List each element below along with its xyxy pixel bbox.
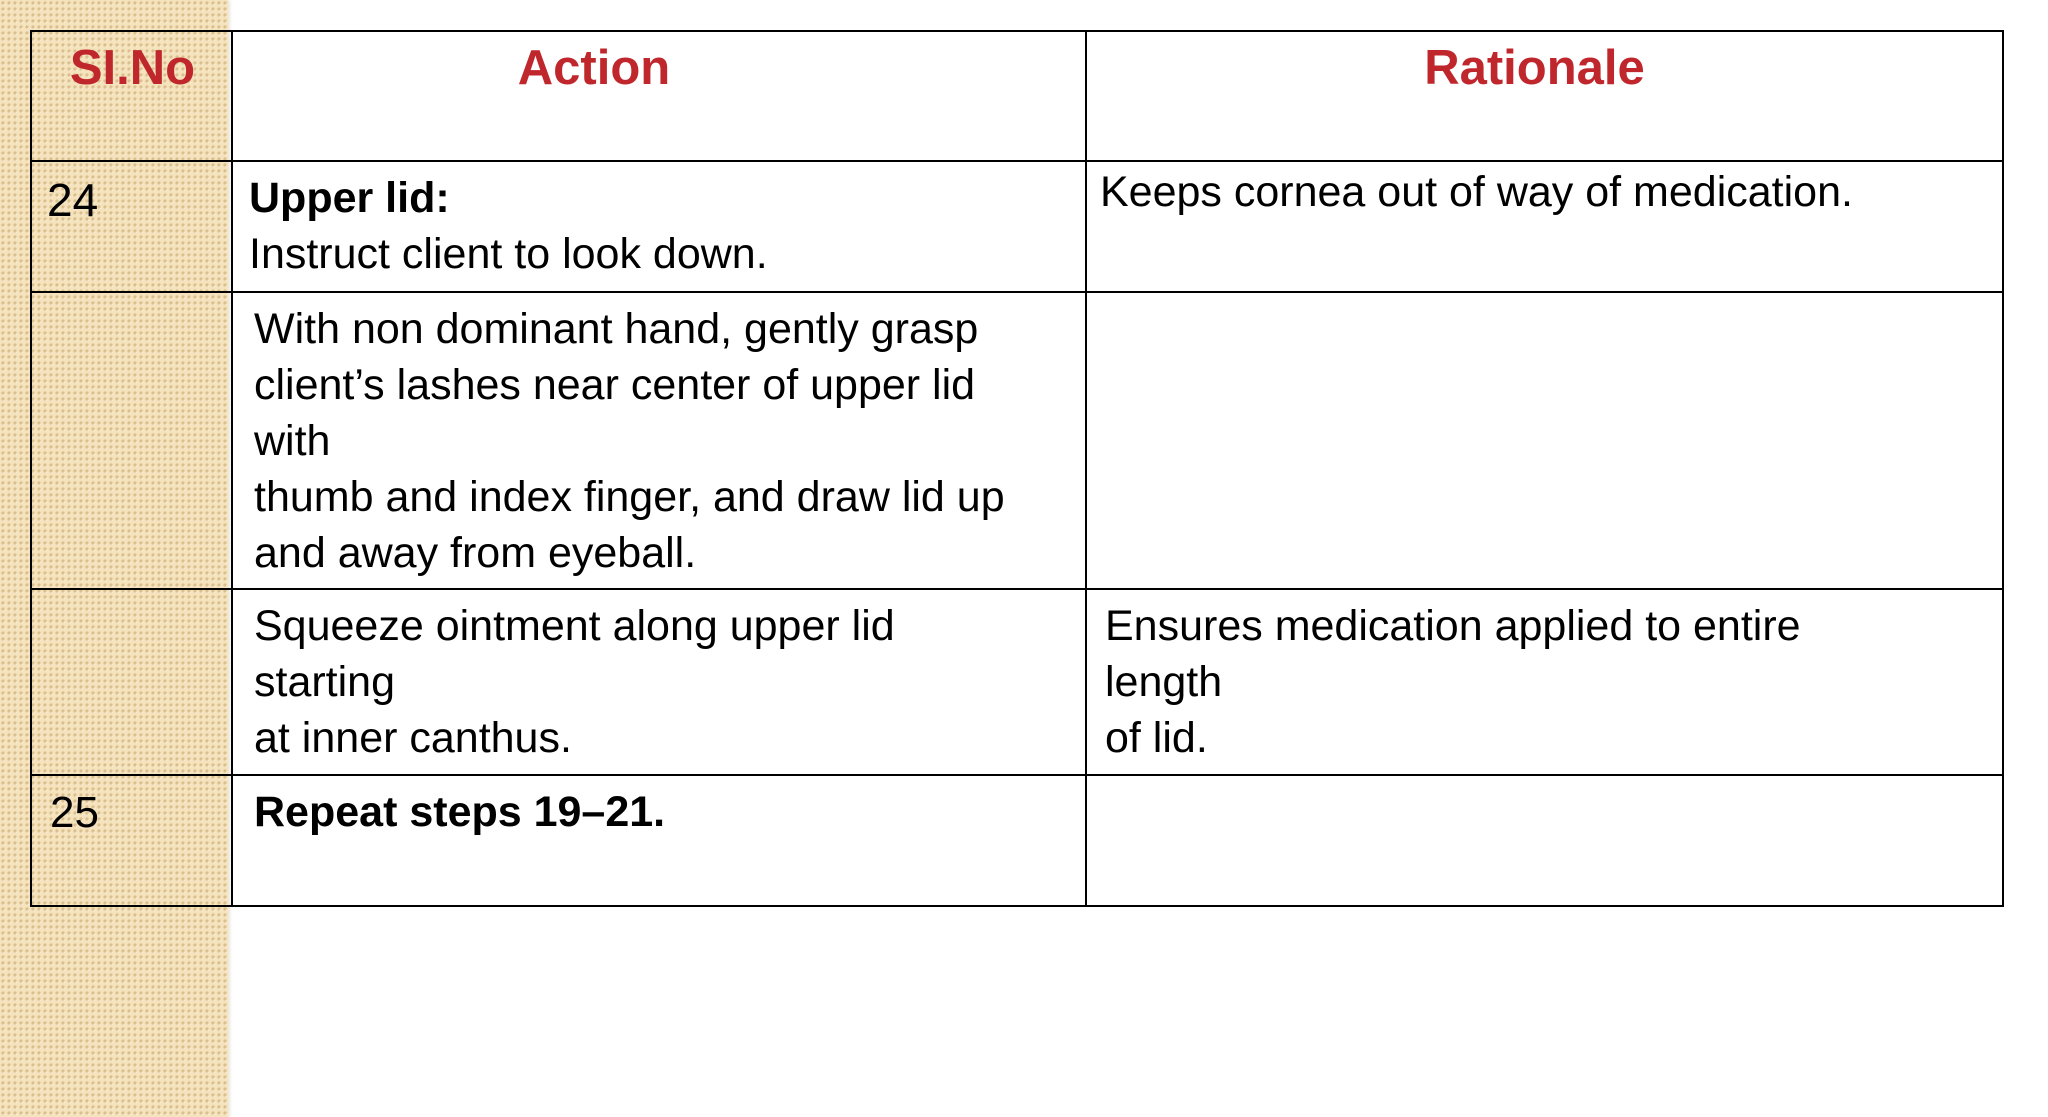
action-line: Squeeze ointment along upper lid xyxy=(254,602,895,650)
rationale-line: length xyxy=(1105,658,1223,706)
action-heading: Repeat steps 19–21. xyxy=(254,788,666,836)
header-action-label: Action xyxy=(517,41,671,95)
header-sl-no xyxy=(31,31,232,161)
rationale-cell xyxy=(1086,161,2003,292)
table-row xyxy=(31,589,2003,775)
sl-no-cell xyxy=(31,292,232,589)
sl-no-cell xyxy=(31,775,232,906)
action-line: with xyxy=(254,417,331,465)
action-cell xyxy=(232,292,1086,589)
action-heading: Upper lid: xyxy=(249,174,450,222)
table-row xyxy=(31,775,2003,906)
header-rationale xyxy=(1086,31,2003,161)
sl-no-cell xyxy=(31,589,232,775)
header-sl-no-label: SI.No xyxy=(69,41,196,95)
sl-no-cell xyxy=(31,161,232,292)
action-cell xyxy=(232,775,1086,906)
rationale-cell xyxy=(1086,589,2003,775)
table-row xyxy=(31,292,2003,589)
action-line: Instruct client to look down. xyxy=(249,230,768,278)
rationale-cell xyxy=(1086,292,2003,589)
action-line: starting xyxy=(254,658,396,706)
header-rationale-label: Rationale xyxy=(1424,41,1645,95)
rationale-line: of lid. xyxy=(1105,714,1208,762)
action-line: thumb and index finger, and draw lid up xyxy=(254,473,1005,521)
action-line: at inner canthus. xyxy=(254,714,572,762)
rationale-cell xyxy=(1086,775,2003,906)
header-action xyxy=(232,31,1086,161)
action-line: client’s lashes near center of upper lid xyxy=(254,361,976,409)
table-row xyxy=(31,161,2003,292)
table-header-row xyxy=(31,31,2003,161)
action-line: and away from eyeball. xyxy=(254,529,697,577)
action-cell xyxy=(232,589,1086,775)
sl-no-value: 24 xyxy=(47,174,99,226)
rationale-line: Keeps cornea out of way of medication. xyxy=(1100,168,1853,216)
action-line: With non dominant hand, gently grasp xyxy=(254,305,979,353)
rationale-line: Ensures medication applied to entire xyxy=(1105,602,1801,650)
sl-no-value: 25 xyxy=(50,788,99,837)
action-cell xyxy=(232,161,1086,292)
procedure-table xyxy=(30,30,2004,907)
